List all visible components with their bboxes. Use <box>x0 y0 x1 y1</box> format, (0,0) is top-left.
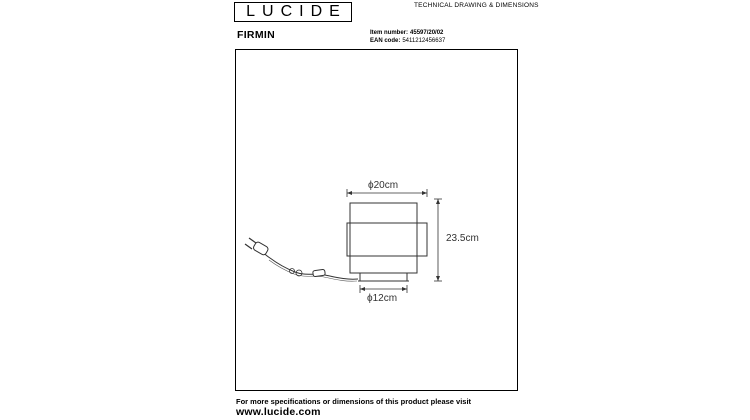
item-number-label: Item number: <box>370 30 409 36</box>
top-diameter-arrow-left <box>347 191 352 195</box>
footer-note: For more specifications or dimensions of this product please visit <box>236 397 472 406</box>
document-header-title: TECHNICAL DRAWING & DIMENSIONS <box>414 2 539 9</box>
lamp-shade-band <box>347 223 427 256</box>
plug-pin-2 <box>245 244 252 249</box>
ean-code-label: EAN code: <box>370 38 401 44</box>
lamp-inner-cylinder <box>350 203 417 273</box>
base-diameter-arrow-left <box>360 287 365 291</box>
item-number-value: 45597/20/02 <box>410 30 444 36</box>
top-diameter-arrow-right <box>422 191 427 195</box>
plug-body <box>252 241 269 256</box>
height-label: 23.5cm <box>446 233 479 244</box>
height-arrow-bottom <box>436 276 440 281</box>
height-arrow-top <box>436 199 440 204</box>
product-name: FIRMIN <box>237 29 275 41</box>
top-diameter-label: ϕ20cm <box>368 180 399 191</box>
ean-code-value: 5411212456637 <box>402 38 446 44</box>
inline-switch <box>313 269 326 277</box>
plug-pin-1 <box>249 238 256 243</box>
logo-text: LUCIDE <box>246 3 347 20</box>
base-diameter-arrow-right <box>402 287 407 291</box>
power-cord <box>258 248 358 279</box>
footer-url: www.lucide.com <box>236 406 321 418</box>
base-diameter-label: ϕ12cm <box>367 293 398 304</box>
